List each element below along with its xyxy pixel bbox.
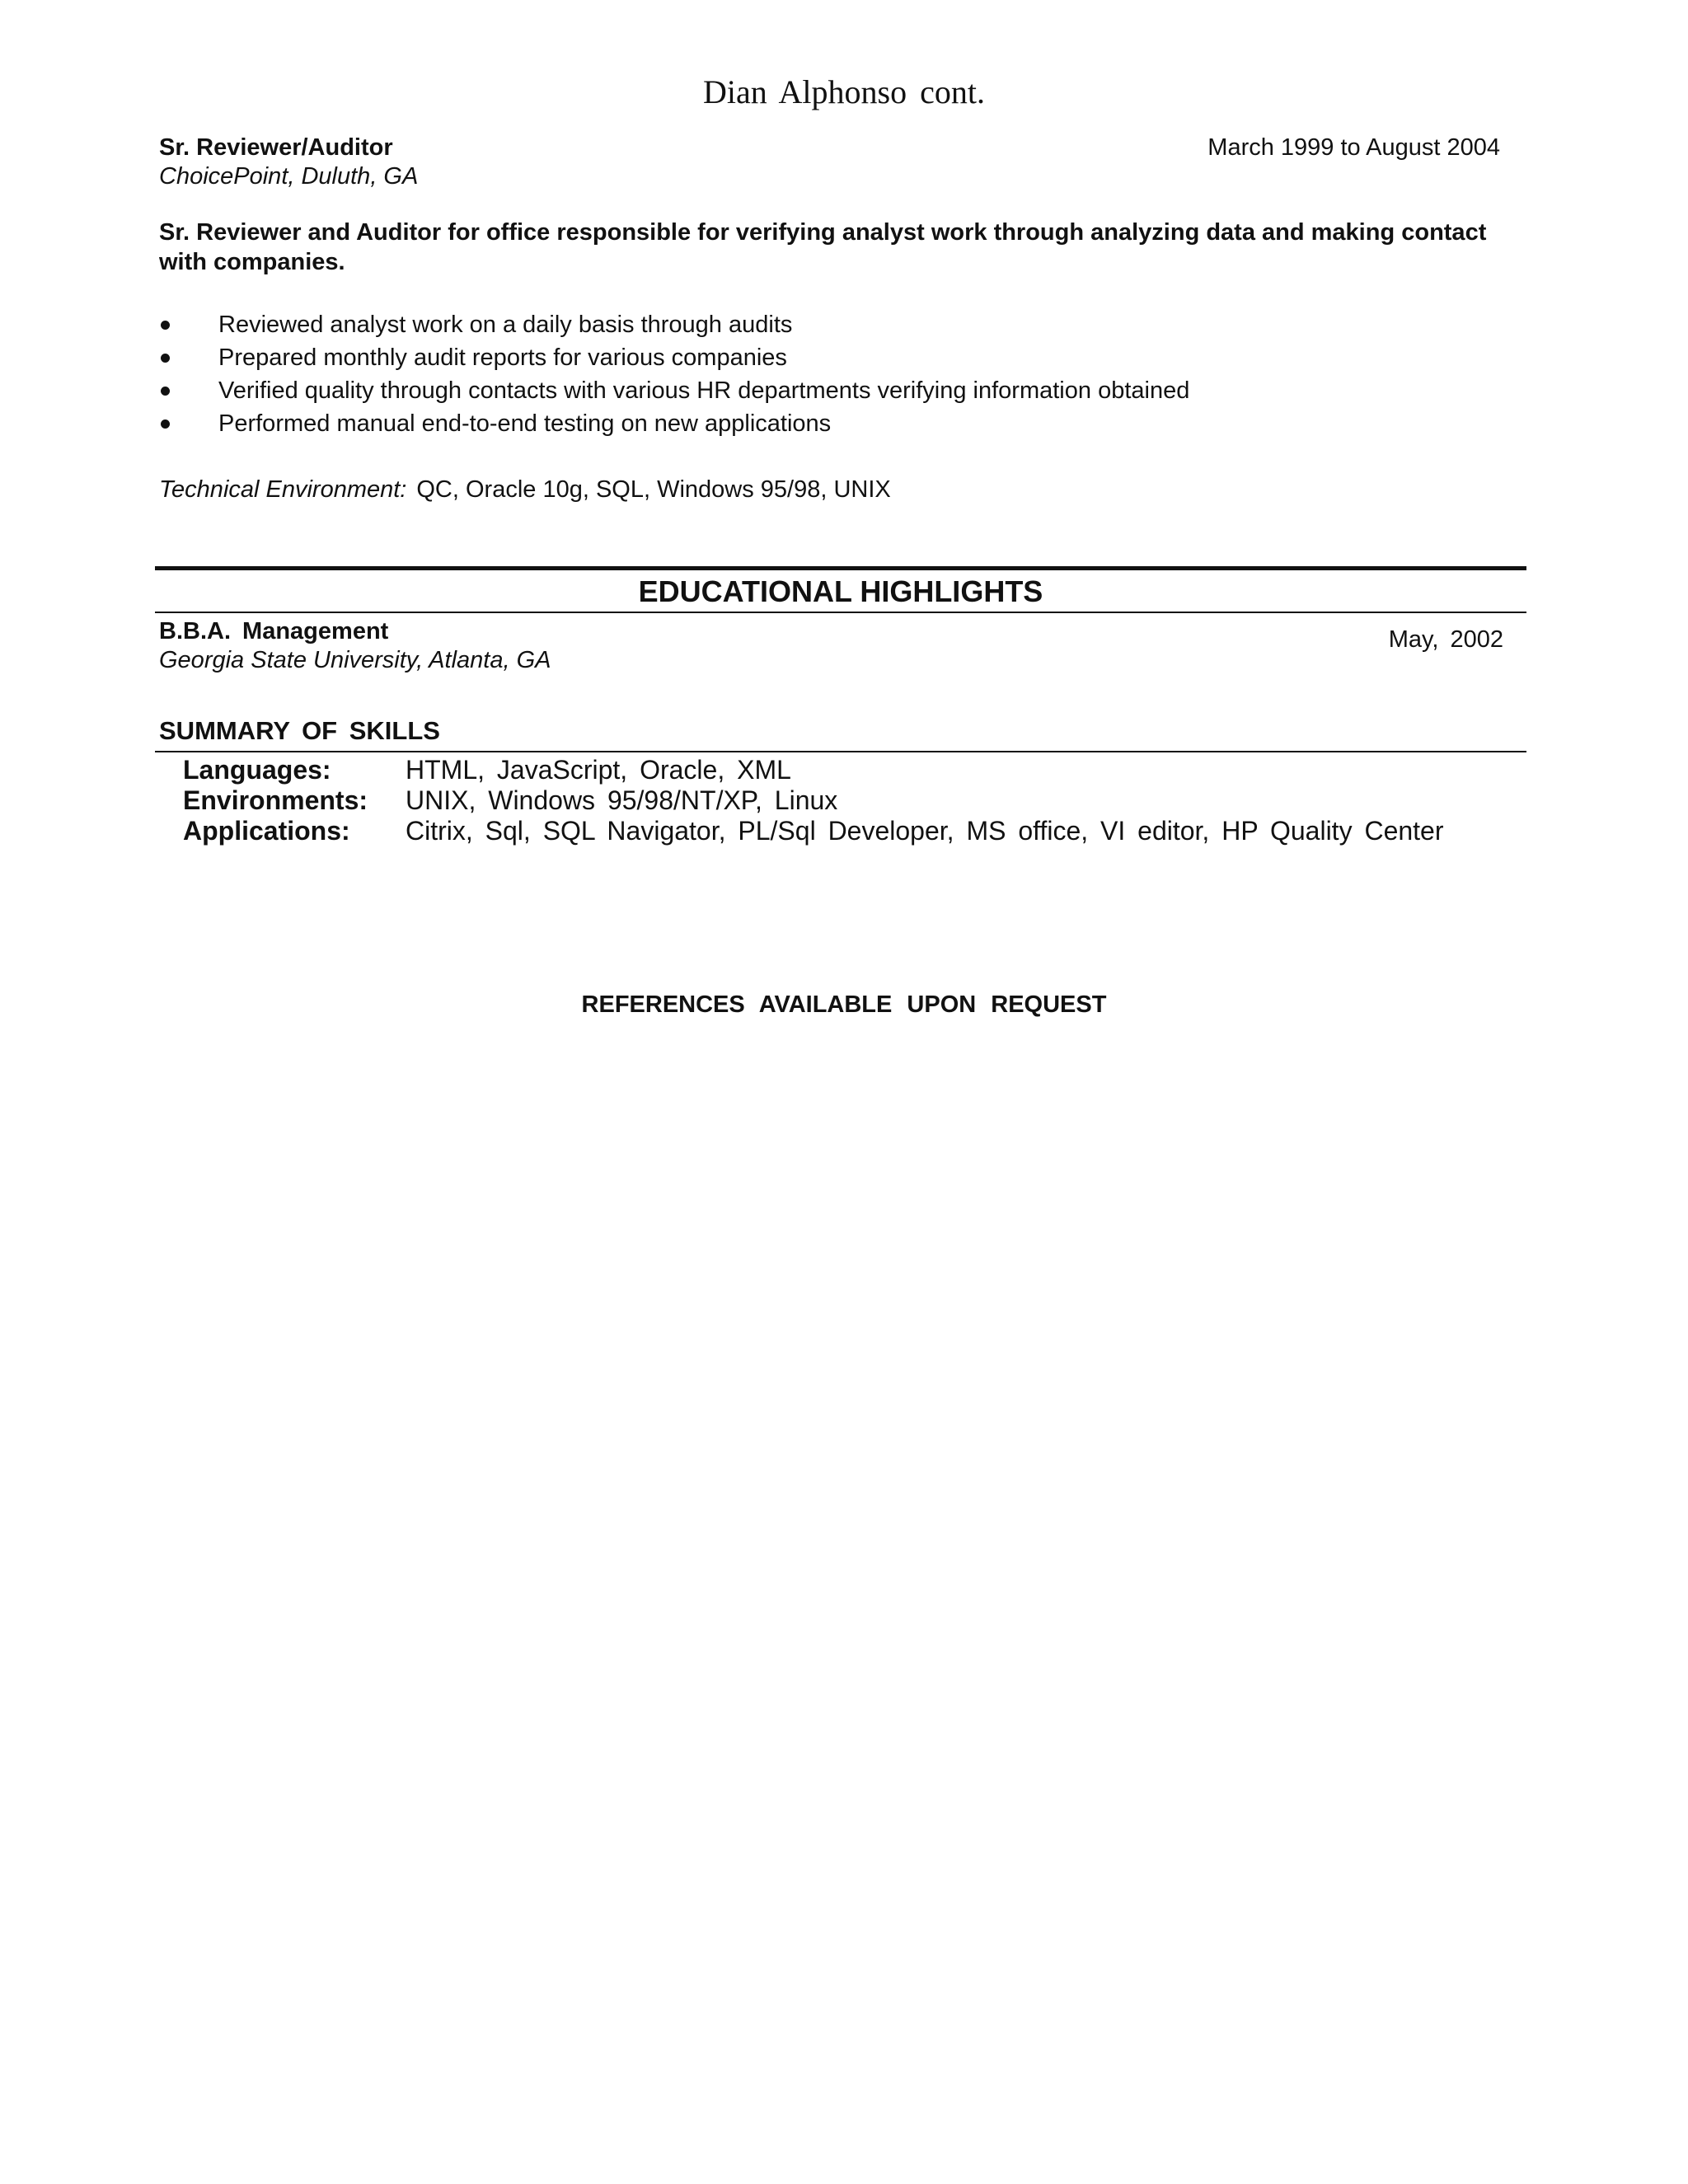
skill-value: HTML, JavaScript, Oracle, XML bbox=[406, 755, 791, 785]
references-note: REFERENCES AVAILABLE UPON REQUEST bbox=[581, 991, 1107, 1018]
technical-environment-label: Technical Environment: bbox=[159, 476, 407, 503]
bullet-icon bbox=[161, 387, 170, 396]
technical-environment bbox=[159, 476, 891, 504]
skill-value: Citrix, Sql, SQL Navigator, PL/Sql Developer, MS office, VI editor, HP Quality Center bbox=[406, 816, 1444, 846]
skill-row-environments bbox=[183, 785, 837, 816]
job-company: ChoicePoint, Duluth, GA bbox=[159, 163, 419, 190]
bullet-text: Verified quality through contacts with various HR departments verifying information obtained bbox=[218, 377, 1190, 404]
education-date: May, 2002 bbox=[1388, 626, 1503, 653]
education-school: Georgia State University, Atlanta, GA bbox=[159, 647, 551, 673]
bullet-text: Performed manual end-to-end testing on new applications bbox=[218, 410, 832, 437]
list-item bbox=[159, 374, 1189, 407]
skill-row-languages bbox=[183, 754, 791, 785]
list-item bbox=[159, 341, 1189, 374]
bullet-icon bbox=[161, 419, 170, 429]
skill-label: Environments: bbox=[183, 785, 368, 815]
skill-label: Languages: bbox=[183, 755, 331, 785]
list-item bbox=[159, 308, 1189, 341]
skills-divider bbox=[155, 751, 1526, 752]
bullet-text: Prepared monthly audit reports for various companies bbox=[218, 344, 787, 371]
bullet-icon bbox=[161, 321, 170, 330]
section-divider-thin bbox=[155, 612, 1526, 613]
bullet-text: Reviewed analyst work on a daily basis through audits bbox=[218, 312, 793, 338]
section-divider-thick bbox=[155, 566, 1526, 570]
bullet-icon bbox=[161, 354, 170, 363]
list-item bbox=[159, 407, 1189, 440]
job-summary: Sr. Reviewer and Auditor for office responsible for verifying analyst work through analyzing data and making contact with companies. bbox=[159, 219, 1487, 275]
job-bullet-list bbox=[159, 308, 1189, 440]
job-title: Sr. Reviewer/Auditor bbox=[159, 134, 393, 161]
skill-label: Applications: bbox=[183, 816, 350, 846]
skill-row-applications bbox=[183, 815, 1444, 846]
header-name-line: Dian Alphonso cont. bbox=[703, 73, 985, 110]
skills-heading: SUMMARY OF SKILLS bbox=[159, 716, 440, 745]
skill-value: UNIX, Windows 95/98/NT/XP, Linux bbox=[406, 785, 838, 815]
technical-environment-value: QC, Oracle 10g, SQL, Windows 95/98, UNIX bbox=[416, 476, 891, 503]
education-heading: EDUCATIONAL HIGHLIGHTS bbox=[638, 574, 1043, 608]
education-degree: B.B.A. Management bbox=[159, 618, 389, 644]
job-dates: March 1999 to August 2004 bbox=[1207, 134, 1500, 161]
